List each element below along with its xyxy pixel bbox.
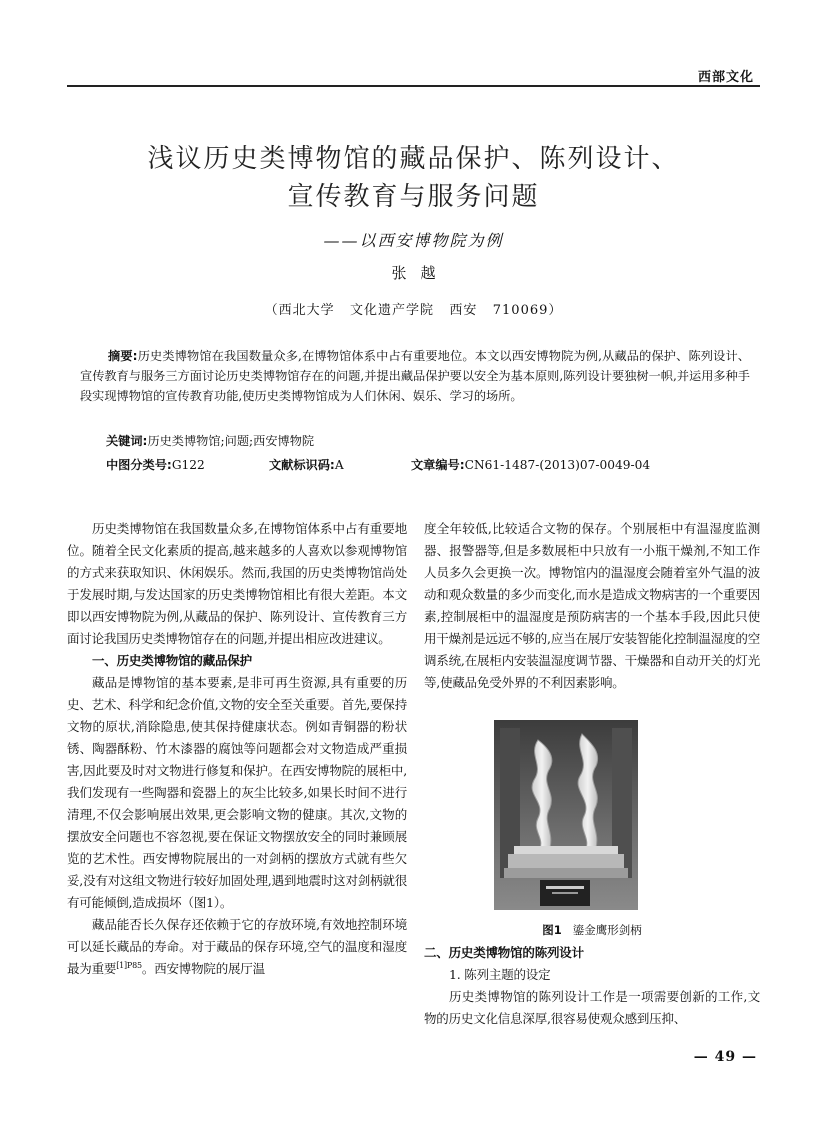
article-subtitle: ——以西安博物院为例 xyxy=(323,231,504,250)
abstract-label: 摘要: xyxy=(108,349,138,363)
article-title-line-1: 浅议历史类博物馆的藏品保护、陈列设计、 xyxy=(147,144,680,174)
doc-value: A xyxy=(334,458,344,472)
art-value: CN61-1487-(2013)07-0049-04 xyxy=(464,458,651,472)
journal-section-label: 西部文化 xyxy=(697,70,754,85)
citation-ref: [1]P85 xyxy=(116,960,142,970)
keywords-label: 关键词: xyxy=(106,434,148,448)
section-2-heading: 二、历史类博物馆的陈列设计 xyxy=(424,945,584,960)
keywords xyxy=(106,432,314,449)
figure-title: 鎏金鹰形剑柄 xyxy=(572,923,642,937)
article-number xyxy=(411,456,650,473)
figure-number: 图1 xyxy=(542,923,562,937)
right-column-top xyxy=(424,518,760,694)
doc-label: 文献标识码: xyxy=(269,458,335,472)
figure-1-photo xyxy=(494,720,638,910)
page-number: — 49 — xyxy=(693,1049,757,1065)
intro-paragraph: 历史类博物馆在我国数量众多,在博物馆体系中占有重要地位。随着全民文化素质的提高,越来越多的人喜欢以参观博物馆的方式来获取知识、休闲娱乐。然而,我国的历史类博物馆尚处于发展时期,与发达国家的历史类博物馆相比有很大差距。本文即以西安博物院为例,从藏品的保护、陈列设计、宣传教育三方面讨论我国历史类博物馆存在的问题,并提出相应改进建议。 xyxy=(67,521,407,646)
section-1-paragraph-1: 藏品是博物馆的基本要素,是非可再生资源,具有重要的历史、艺术、科学和纪念价值,文物的安全至关重要。首先,要保持文物的原状,消除隐患,使其保持健康状态。例如青铜器的粉状锈、陶器酥粉、竹木漆器的腐蚀等问题都会对文物造成严重损害,因此要及时对文物进行修复和保护。在西安博物院的展柜中,我们发现有一些陶器和瓷器上的灰尘比较多,如果长时间不进行清理,不仅会影响展出效果,更会影响文物的健康。其次,文物的摆放安全问题也不容忽视,要在保证文物摆放安全的同时兼顾展览的艺术性。西安博物院展出的一对剑柄的摆放方式就有些欠妥,没有对这组文物进行较好加固处理,遇到地震时这对剑柄就很有可能倾倒,造成损坏（图1）。 xyxy=(67,675,407,910)
clc-value: G122 xyxy=(171,458,205,472)
clc-label: 中图分类号: xyxy=(106,458,172,472)
keywords-text: 历史类博物馆;问题;西安博物院 xyxy=(147,434,315,448)
right-column-bottom xyxy=(424,942,760,1030)
section-1-heading: 一、历史类博物馆的藏品保护 xyxy=(92,653,252,668)
section-2-subheading-1: 1. 陈列主题的设定 xyxy=(449,967,551,982)
abstract xyxy=(80,346,750,406)
sword-hilt-photo-image xyxy=(494,720,638,910)
author-affiliation: （西北大学 文化遗产学院 西安 710069） xyxy=(264,303,563,318)
figure-1-caption xyxy=(424,922,760,938)
section-1-paragraph-2 xyxy=(67,914,407,980)
document-code xyxy=(269,456,344,473)
paragraph-text: 藏品能否长久保存还依赖于它的存放环境,有效地控制环境可以延长藏品的寿命。对于藏品的保存环境,空气的温度和湿度最为重要 xyxy=(67,917,407,976)
article-title-line-2: 宣传教育与服务问题 xyxy=(287,182,540,212)
header-rule xyxy=(67,85,760,87)
left-column xyxy=(67,518,407,980)
clc-number xyxy=(106,456,205,473)
paragraph-text-cont: 。西安博物院的展厅温 xyxy=(141,961,265,976)
art-label: 文章编号: xyxy=(411,458,465,472)
section-1-paragraph-2-continued: 度全年较低,比较适合文物的保存。个别展柜中有温湿度监测器、报警器等,但是多数展柜中只放有一小瓶干燥剂,不知工作人员多久会更换一次。博物馆内的温湿度会随着室外气温的波动和观众数量的多少而变化,而水是造成文物病害的一个重要因素,控制展柜中的温湿度是预防病害的一个基本手段,因此只使用干燥剂是远远不够的,应当在展厅安装智能化控制温湿度的空调系统,在展柜内安装温湿度调节器、干燥器和自动开关的灯光等,使藏品免受外界的不利因素影响。 xyxy=(424,521,760,690)
abstract-text: 历史类博物馆在我国数量众多,在博物馆体系中占有重要地位。本文以西安博物院为例,从藏品的保护、陈列设计、宣传教育与服务三方面讨论历史类博物馆存在的问题,并提出藏品保护要以安全为基本原则,陈列设计要独树一帜,并运用多种手段实现博物馆的宣传教育功能,使历史类博物馆成为人们休闲、娱乐、学习的场所。 xyxy=(80,349,750,403)
author-name: 张越 xyxy=(391,264,450,282)
section-2-paragraph-1: 历史类博物馆的陈列设计工作是一项需要创新的工作,文物的历史文化信息深厚,很容易使观众感到压抑、 xyxy=(424,989,760,1026)
